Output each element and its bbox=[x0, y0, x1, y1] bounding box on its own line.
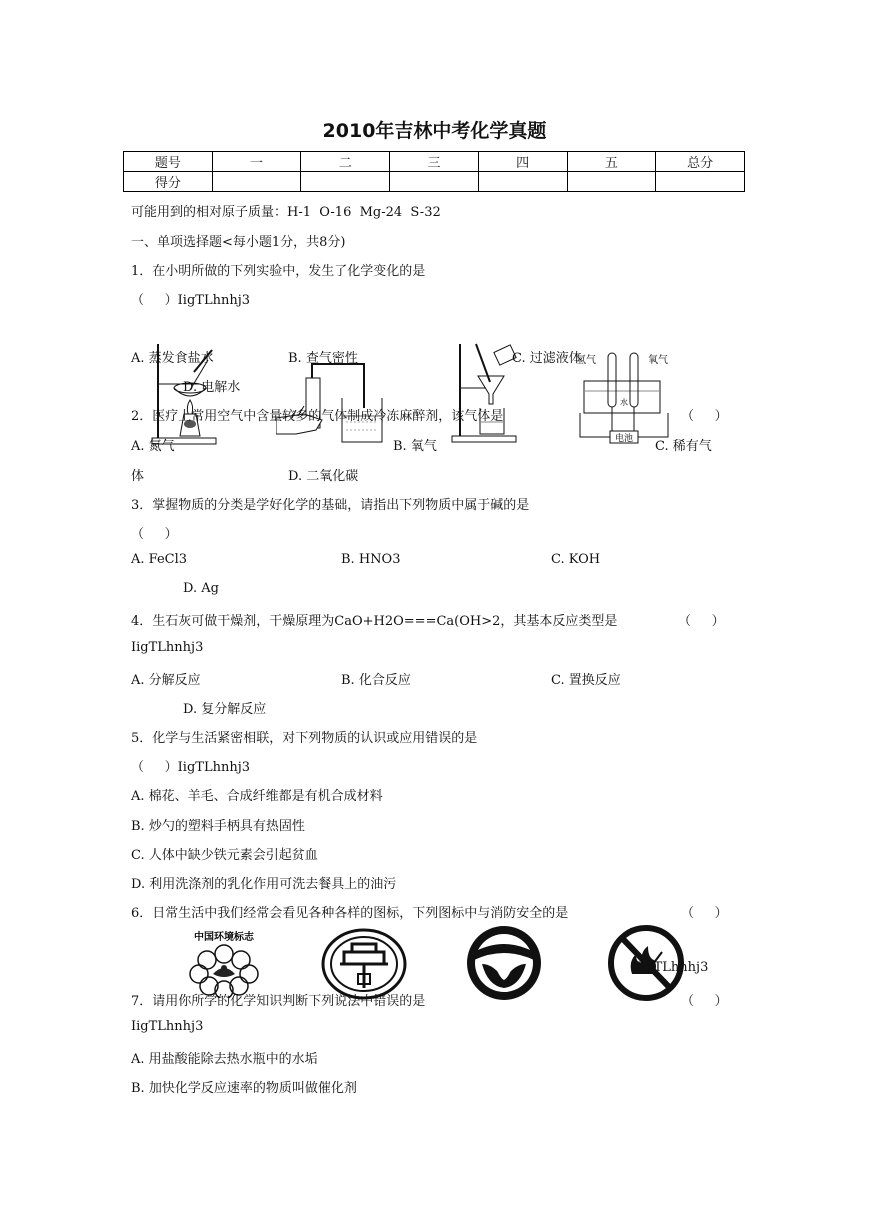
question-3-paren: （ ） bbox=[131, 527, 178, 542]
table-cell: 二 bbox=[301, 152, 390, 172]
question-7-paren: （ ） bbox=[681, 994, 728, 1009]
question-2-paren: （ ） bbox=[681, 409, 728, 424]
question-5-option-d: D. 利用洗涤剂的乳化作用可洗去餐具上的油污 bbox=[131, 877, 397, 892]
question-4-option-a: A. 分解反应 bbox=[131, 673, 201, 688]
question-5-stem: 5．化学与生活紧密相联，对下列物质的认识或应用错误的是 bbox=[131, 731, 478, 746]
question-3-option-a: A. FeCl3 bbox=[131, 552, 188, 567]
question-7-option-a: A. 用盐酸能除去热水瓶中的水垢 bbox=[131, 1052, 318, 1067]
question-2-stem: 2．医疗上常用空气中含量较多的气体制成冷冻麻醉剂，该气体是 bbox=[131, 409, 504, 424]
table-cell: 四 bbox=[478, 152, 567, 172]
question-6-code: IigTLhnhj3 bbox=[636, 960, 709, 975]
oxygen-label: 氧气 bbox=[648, 355, 668, 366]
table-cell: 一 bbox=[212, 152, 301, 172]
question-2-option-a: A. 氮气 bbox=[131, 439, 175, 454]
atomic-masses: 可能用到的相对原子质量：H-1 O-16 Mg-24 S-32 bbox=[131, 205, 441, 220]
question-6-stem: 6．日常生活中我们经常会看见各种各样的图标，下列图标中与消防安全的是 bbox=[131, 906, 569, 921]
question-4-option-d: D. 复分解反应 bbox=[183, 702, 267, 717]
electrolysis-apparatus-figure bbox=[574, 345, 674, 449]
question-5-option-a: A. 棉花、羊毛、合成纤维都是有机合成材料 bbox=[131, 789, 383, 804]
table-cell bbox=[567, 172, 656, 192]
question-1-stem: 1．在小明所做的下列实验中，发生了化学变化的是 bbox=[131, 264, 426, 279]
table-cell bbox=[390, 172, 479, 192]
table-cell: 五 bbox=[567, 152, 656, 172]
table-cell: 得分 bbox=[124, 172, 213, 192]
question-2-option-b: B. 氧气 bbox=[393, 439, 437, 454]
question-4-paren: （ ） bbox=[678, 614, 725, 629]
question-2-option-c: C. 稀有气 bbox=[655, 439, 712, 454]
table-row bbox=[124, 172, 745, 192]
question-2-option-d: D. 二氧化碳 bbox=[288, 469, 359, 484]
table-cell bbox=[212, 172, 301, 192]
question-3-stem: 3．掌握物质的分类是学好化学的基础，请指出下列物质中属于碱的是 bbox=[131, 498, 530, 513]
table-cell: 三 bbox=[390, 152, 479, 172]
hydrogen-label: 氢气 bbox=[576, 355, 596, 366]
airtightness-apparatus-figure bbox=[276, 358, 386, 446]
score-table bbox=[123, 151, 745, 192]
question-4-code: IigTLhnhj3 bbox=[131, 640, 204, 655]
water-label: 水 bbox=[620, 398, 628, 407]
table-cell bbox=[301, 172, 390, 192]
environment-label-text: 中国环境标志 bbox=[194, 932, 254, 943]
question-1-paren: （ ）IigTLhnhj3 bbox=[131, 293, 250, 308]
question-5-paren: （ ）IigTLhnhj3 bbox=[131, 760, 250, 775]
question-7-option-b: B. 加快化学反应速率的物质叫做催化剂 bbox=[131, 1081, 357, 1096]
question-6-paren: （ ） bbox=[681, 906, 728, 921]
table-cell: 总分 bbox=[656, 152, 745, 172]
question-1-option-c: C. 过滤液体 bbox=[512, 351, 582, 366]
question-4-option-b: B. 化合反应 bbox=[341, 673, 411, 688]
green-food-label-icon bbox=[460, 924, 548, 1002]
page-title: 2010年吉林中考化学真题 bbox=[322, 120, 547, 142]
question-5-option-c: C. 人体中缺少铁元素会引起贫血 bbox=[131, 848, 318, 863]
question-1-option-b: B. 查气密性 bbox=[288, 351, 358, 366]
question-7-stem: 7．请用你所学的化学知识判断下列说法中错误的是 bbox=[131, 994, 426, 1009]
question-1-option-d: D. 电解水 bbox=[183, 380, 241, 395]
question-2-option-c-cont: 体 bbox=[131, 469, 145, 484]
question-3-option-b: B. HNO3 bbox=[341, 552, 401, 567]
question-3-option-d: D. Ag bbox=[183, 581, 219, 596]
battery-label: 电池 bbox=[614, 434, 634, 444]
question-3-option-c: C. KOH bbox=[551, 552, 601, 567]
question-4-stem: 4．生石灰可做干燥剂，干燥原理为CaO+H2O===Ca(OH>2，其基本反应类型是 bbox=[131, 614, 618, 629]
table-cell: 题号 bbox=[124, 152, 213, 172]
question-4-option-c: C. 置换反应 bbox=[551, 673, 621, 688]
table-cell bbox=[478, 172, 567, 192]
question-5-option-b: B. 炒勺的塑料手柄具有热固性 bbox=[131, 819, 305, 834]
table-row bbox=[124, 152, 745, 172]
question-7-code: IigTLhnhj3 bbox=[131, 1019, 204, 1034]
table-cell bbox=[656, 172, 745, 192]
question-1-option-a: A. 蒸发食盐水 bbox=[131, 351, 214, 366]
section-heading: 一、单项选择题<每小题1分，共8分) bbox=[131, 235, 346, 250]
environment-label-icon bbox=[183, 928, 265, 998]
